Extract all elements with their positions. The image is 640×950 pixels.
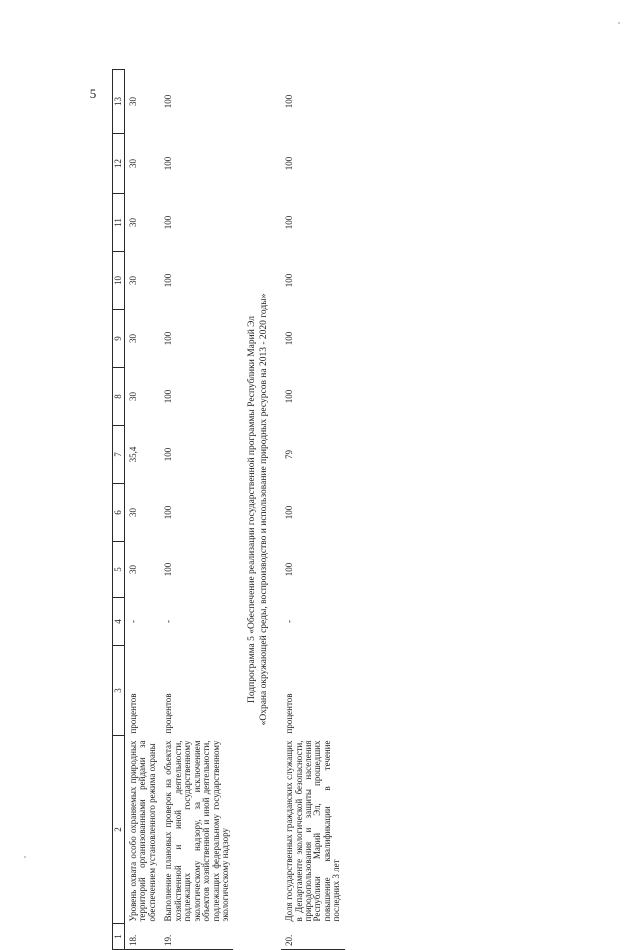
value-cell: 30 bbox=[128, 334, 138, 343]
column-header-13: 13 bbox=[113, 70, 125, 134]
indicator-name: Выполнение плановых проверок на объектах хозяйственной и иной деятельности, подлежащих государственному экологическому надзору, за исключением объектов хозяйственной и иной деятельности, подлежащих федеральному государственному экологическому надзору bbox=[163, 740, 230, 922]
row-number: 20. bbox=[281, 924, 345, 950]
page-number: 5 bbox=[89, 86, 97, 101]
header-row bbox=[113, 70, 125, 950]
column-header-10: 10 bbox=[113, 252, 125, 310]
value-cell: 100 bbox=[284, 273, 295, 288]
column-header-7: 7 bbox=[113, 426, 125, 484]
column-header-11: 11 bbox=[113, 194, 125, 252]
value-cell: - bbox=[128, 620, 138, 623]
column-header-2: 2 bbox=[113, 736, 125, 924]
table-body bbox=[125, 70, 345, 950]
value-cell: 30 bbox=[128, 218, 138, 227]
indicator-name: Уровень охвата особо охраняемых природных территорий организованными рейдами за обеспечением установленного режима охраны bbox=[128, 740, 157, 922]
value-cell: 100 bbox=[163, 156, 174, 171]
indicator-name: Доля государственных гражданских служащих в Департаменте экологической безопасности, природопользования и защиты населения Республики Марий Эл, прошедших повышение квалификации в течение последних 3 лет bbox=[284, 740, 342, 922]
column-header-6: 6 bbox=[113, 484, 125, 542]
value-cell: 30 bbox=[128, 508, 138, 517]
value-cell: 100 bbox=[163, 505, 174, 520]
unit-cell: процентов bbox=[163, 693, 174, 734]
value-cell: 100 bbox=[284, 331, 295, 346]
unit-cell: процентов bbox=[128, 693, 138, 734]
value-cell: 30 bbox=[128, 276, 138, 285]
value-cell: 100 bbox=[284, 94, 295, 109]
value-cell: 100 bbox=[163, 389, 174, 404]
row-number: 19. bbox=[160, 924, 233, 950]
column-header-4: 4 bbox=[113, 598, 125, 646]
column-header-12: 12 bbox=[113, 134, 125, 194]
value-cell: 100 bbox=[163, 562, 174, 577]
scan-speck bbox=[618, 22, 620, 24]
row-number: 18. bbox=[125, 924, 161, 950]
value-cell: 100 bbox=[163, 273, 174, 288]
column-header-8: 8 bbox=[113, 368, 125, 426]
column-header-9: 9 bbox=[113, 310, 125, 368]
table-row bbox=[281, 70, 345, 950]
value-cell: 30 bbox=[128, 159, 138, 168]
value-cell: 100 bbox=[284, 389, 295, 404]
subprogram-line-2: «Охрана окружающей среды, воспроизводство и использование природных ресурсов на 2013 - 2020 годы» bbox=[259, 293, 270, 726]
value-cell: 100 bbox=[163, 94, 174, 109]
value-cell: 100 bbox=[284, 215, 295, 230]
value-cell: 100 bbox=[163, 447, 174, 462]
subprogram-row bbox=[233, 70, 281, 950]
subprogram-line-1: Подпрограмма 5 «Обеспечение реализации государственной программы Республики Марий Эл bbox=[247, 315, 258, 704]
value-cell: 100 bbox=[284, 505, 295, 520]
column-header-5: 5 bbox=[113, 542, 125, 598]
value-cell: 35,4 bbox=[128, 446, 138, 463]
value-cell: 100 bbox=[163, 331, 174, 346]
value-cell: - bbox=[163, 620, 174, 623]
table-row bbox=[125, 70, 161, 950]
value-cell: - bbox=[284, 620, 295, 623]
table-row bbox=[160, 70, 233, 950]
value-cell: 30 bbox=[128, 565, 138, 574]
indicators-table bbox=[112, 69, 345, 950]
unit-cell: процентов bbox=[284, 693, 295, 734]
value-cell: 100 bbox=[163, 215, 174, 230]
column-header-3: 3 bbox=[113, 646, 125, 736]
column-header-1: 1 bbox=[113, 924, 125, 950]
scan-speck bbox=[24, 856, 26, 858]
rotated-table-sheet bbox=[112, 70, 542, 950]
value-cell: 79 bbox=[284, 450, 295, 459]
value-cell: 100 bbox=[284, 562, 295, 577]
value-cell: 30 bbox=[128, 392, 138, 401]
value-cell: 100 bbox=[284, 156, 295, 171]
value-cell: 30 bbox=[128, 97, 138, 106]
subprogram-title bbox=[233, 70, 281, 950]
